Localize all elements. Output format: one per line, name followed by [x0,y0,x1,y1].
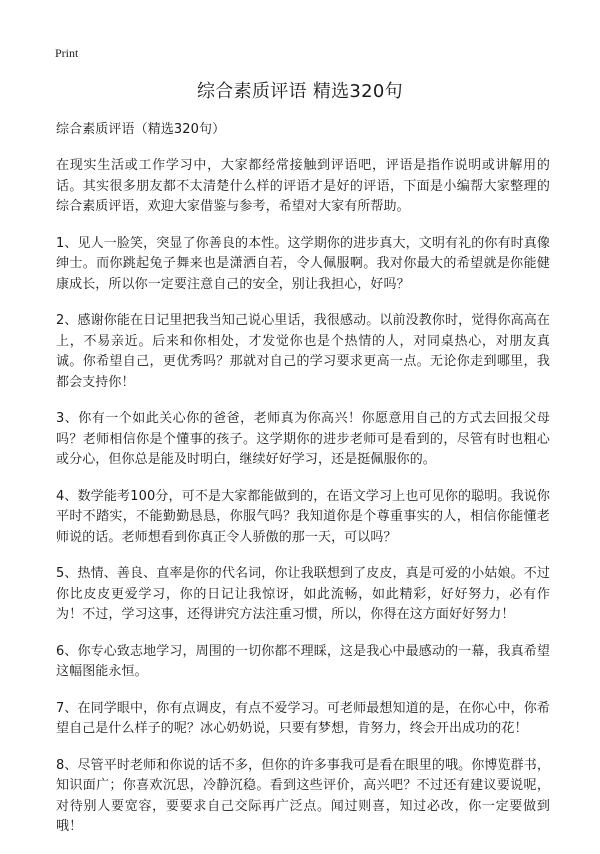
comment-paragraph-7: 7、在同学眼中，你有点调皮，有点不爱学习。可老师最想知道的是，在你心中，你希望自己是什么样子的呢？冰心奶奶说，只要有梦想，肯努力，终会开出成功的花！ [56,700,550,736]
document-subtitle: 综合素质评语（精选320句） [56,122,226,137]
intro-paragraph: 在现实生活或工作学习中，大家都经常接触到评语吧，评语是指作说明或讲解用的话。其实很多朋友都不太清楚什么样的评语才是好的评语，下面是小编帮大家整理的综合素质评语，欢迎大家借鉴与参考，希望对大家有所帮助。 [56,158,550,214]
comment-paragraph-8: 8、尽管平时老师和你说的话不多，但你的许多事我可是看在眼里的哦。你博览群书，知识面广；你喜欢沉思，冷静沉稳。看到这些评价，高兴吧？不过还有建议要说呢，对待别人要宽容，要要求自己交际再广泛点。闻过则喜，知过必改，你一定要做到哦！ [56,757,550,834]
print-link[interactable]: Print [55,46,79,60]
document-body [56,120,550,854]
comment-paragraph-1: 1、见人一脸笑，突显了你善良的本性。这学期你的进步真大，文明有礼的你有时真像绅士。而你跳起兔子舞来也是潇洒自若，令人佩服啊。我对你最大的希望就是你能健康成长，所以你一定要注意自己的安全，别让我担心，好吗？ [56,235,550,292]
comment-paragraph-5: 5、热情、善良、直率是你的代名词，你让我联想到了皮皮，真是可爱的小姑娘。不过你比皮皮更爱学习，你的日记让我惊讶，如此流畅，如此精彩，好好努力，必有作为！不过，学习这事，还得讲究方法注重习惯，所以，你得在这方面好好努力！ [56,566,550,622]
comment-paragraph-2: 2、感谢你能在日记里把我当知己说心里话，我很感动。以前没教你时，觉得你高高在上，不易亲近。后来和你相处，才发觉你也是个热情的人，对同桌热心，对朋友真诚。你希望自己，更优秀吗？那就对自己的学习要求更高一点。无论你走到哪里，我都会支持你！ [56,313,550,390]
comment-paragraph-3: 3、你有一个如此关心你的爸爸，老师真为你高兴！你愿意用自己的方式去回报父母吗？老师相信你是个懂事的孩子。这学期你的进步老师可是看到的，尽管有时也粗心或分心，但你总是能及时明白，继续好好学习，还是挺佩服你的。 [56,411,550,467]
comment-paragraph-4: 4、数学能考100分，可不是大家都能做到的，在语文学习上也可见你的聪明。我说你平时不踏实，不能勤勤恳恳，你服气吗？我知道你是个尊重事实的人，相信你能懂老师说的话。老师想看到你真正令人骄傲的那一天，可以吗？ [56,488,550,545]
document-title: 综合素质评语 精选320句 [197,81,403,102]
comment-paragraph-6: 6、你专心致志地学习，周围的一切你都不理睬，这是我心中最感动的一幕，我真希望这幅图能永恒。 [56,643,550,679]
